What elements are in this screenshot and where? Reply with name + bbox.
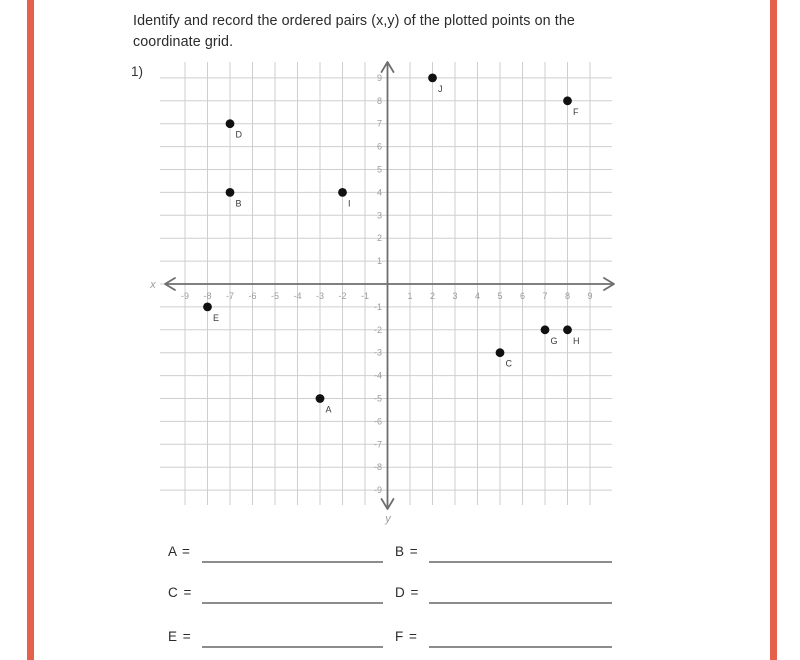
point-dot-D <box>226 119 235 128</box>
svg-text:3: 3 <box>452 291 458 301</box>
svg-text:-9: -9 <box>373 485 382 496</box>
answer-label-b: B = <box>395 544 419 559</box>
svg-text:-7: -7 <box>225 291 235 301</box>
answer-row-e <box>166 629 383 648</box>
svg-text:4: 4 <box>474 291 481 301</box>
svg-text:-5: -5 <box>373 393 382 404</box>
svg-text:3: 3 <box>376 210 382 221</box>
answer-blank-e[interactable] <box>202 630 383 648</box>
point-dot-H <box>563 325 572 334</box>
point-label-A: A <box>325 404 332 415</box>
answer-label-d: D = <box>395 585 420 600</box>
svg-text:7: 7 <box>542 291 548 301</box>
answer-blank-b[interactable] <box>429 545 612 563</box>
point-dot-F <box>563 96 572 105</box>
answer-blank-a[interactable] <box>202 545 383 563</box>
svg-text:-5: -5 <box>270 291 280 301</box>
point-label-J: J <box>438 83 443 94</box>
x-axis-label: x <box>150 279 156 291</box>
svg-text:-3: -3 <box>315 291 325 301</box>
svg-text:-8: -8 <box>203 291 212 301</box>
svg-text:8: 8 <box>564 291 571 301</box>
svg-text:9: 9 <box>587 291 593 301</box>
point-label-F: F <box>573 106 579 117</box>
point-dot-A <box>316 394 325 403</box>
point-label-G: G <box>550 335 558 346</box>
svg-text:-1: -1 <box>360 291 370 301</box>
svg-text:2: 2 <box>429 291 436 301</box>
answer-blank-d[interactable] <box>429 586 612 604</box>
answer-label-c: C = <box>168 585 193 600</box>
y-axis-label: y <box>385 513 391 525</box>
point-dot-B <box>226 188 235 197</box>
svg-text:-4: -4 <box>293 291 302 301</box>
answer-row-c <box>166 585 383 604</box>
answer-row-a <box>166 544 383 563</box>
svg-text:6: 6 <box>376 141 382 152</box>
svg-text:-2: -2 <box>338 291 347 301</box>
svg-text:5: 5 <box>376 164 382 175</box>
point-dot-C <box>496 348 505 357</box>
svg-text:-1: -1 <box>373 301 382 312</box>
svg-text:-6: -6 <box>373 416 382 427</box>
instructions-text: Identify and record the ordered pairs (x,y) of the plotted points on the coordinate grid. <box>133 13 575 51</box>
point-dot-J <box>428 74 437 83</box>
point-label-E: E <box>213 312 220 323</box>
svg-text:8: 8 <box>376 95 382 106</box>
points <box>203 74 579 415</box>
svg-text:-4: -4 <box>373 370 382 381</box>
point-label-B: B <box>235 198 242 209</box>
svg-text:7: 7 <box>376 118 382 129</box>
svg-text:-3: -3 <box>373 347 382 358</box>
problem-number: 1) <box>131 64 144 79</box>
point-label-D: D <box>235 129 242 140</box>
point-dot-I <box>338 188 347 197</box>
svg-text:6: 6 <box>519 291 526 301</box>
svg-text:-7: -7 <box>373 439 382 450</box>
answer-label-a: A = <box>168 544 191 559</box>
svg-text:-9: -9 <box>180 291 190 301</box>
axes <box>165 62 614 509</box>
axis-labels <box>149 279 392 525</box>
coordinate-grid <box>145 56 627 531</box>
point-label-H: H <box>573 335 580 346</box>
answer-blank-f[interactable] <box>429 630 612 648</box>
answer-row-b <box>393 544 612 563</box>
point-dot-E <box>203 303 212 312</box>
answer-row-f <box>393 629 612 648</box>
svg-text:1: 1 <box>407 291 413 301</box>
svg-text:-6: -6 <box>248 291 257 301</box>
svg-text:9: 9 <box>376 72 382 83</box>
left-accent-bar <box>27 0 34 660</box>
svg-text:4: 4 <box>376 187 382 198</box>
point-label-C: C <box>505 358 512 369</box>
svg-text:2: 2 <box>376 233 382 244</box>
answer-blank-c[interactable] <box>202 586 383 604</box>
svg-text:1: 1 <box>376 256 382 267</box>
answer-label-e: E = <box>168 629 192 644</box>
svg-text:5: 5 <box>497 291 503 301</box>
answer-label-f: F = <box>395 629 418 644</box>
point-label-I: I <box>348 198 351 209</box>
point-dot-G <box>541 325 550 334</box>
right-accent-bar <box>770 0 777 660</box>
svg-text:-2: -2 <box>373 324 382 335</box>
answer-row-d <box>393 585 612 604</box>
svg-text:-8: -8 <box>373 462 382 473</box>
